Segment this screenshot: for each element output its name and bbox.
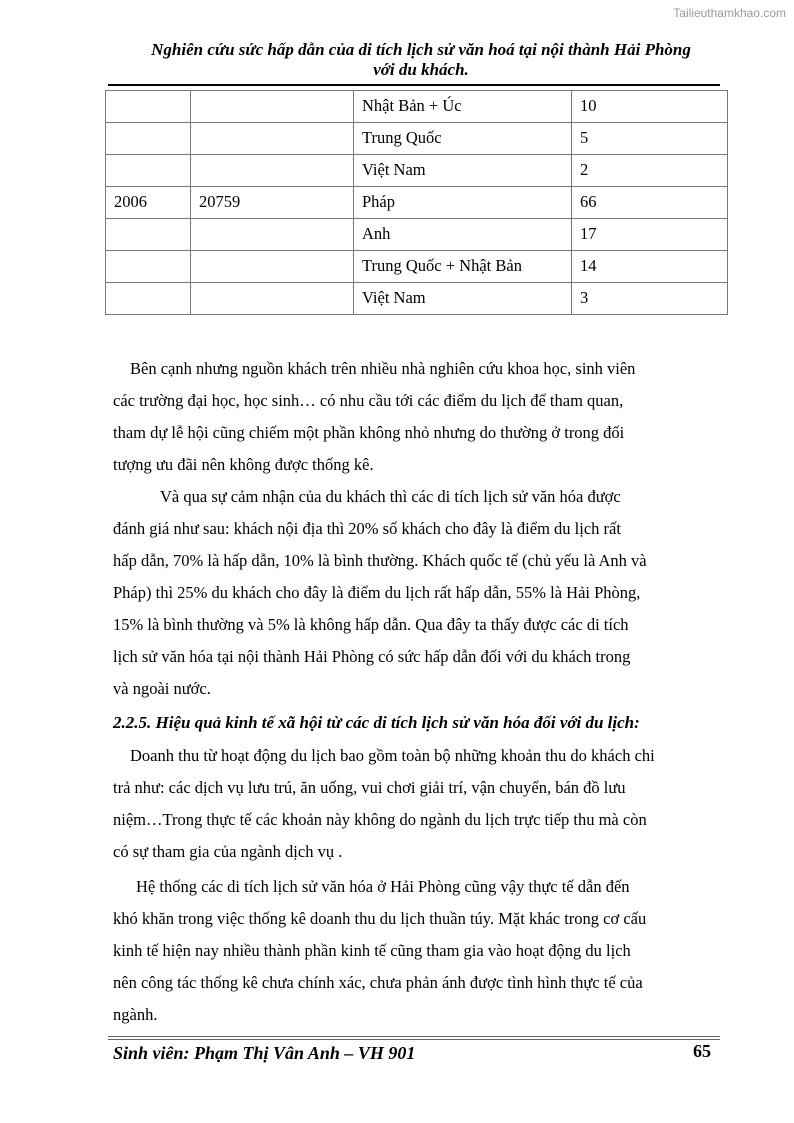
paragraph-line: kinh tế hiện nay nhiều thành phần kinh tế cũng tham gia vào hoạt động du lịch [113,941,631,960]
table-row [106,155,728,187]
table-cell [191,283,354,315]
paragraph-line: Hệ thống các di tích lịch sử văn hóa ở Hải Phòng cũng vậy thực tế dẫn đến [136,877,630,896]
table-cell: 20759 [191,187,354,219]
table-cell [191,219,354,251]
table-row [106,123,728,155]
paragraph-line: đánh giá như sau: khách nội địa thì 20% số khách cho đây là điểm du lịch rất [113,519,621,538]
visitor-table [105,90,728,315]
table-cell [106,283,191,315]
table-row [106,219,728,251]
table-cell: 2 [572,155,728,187]
footer-rule [108,1036,720,1040]
section-heading: 2.2.5. Hiệu quả kinh tế xã hội từ các di tích lịch sử văn hóa đối với du lịch: [113,713,640,732]
paragraph-line: tượng ưu đãi nên không được thống kê. [113,455,374,474]
header-rule [108,84,720,86]
paragraph-line: tham dự lễ hội cũng chiếm một phần không nhỏ nhưng do thường ở trong đối [113,423,625,442]
header-line-1: Nghiên cứu sức hấp dẫn của di tích lịch sử văn hoá tại nội thành Hải Phòng [151,40,691,59]
table-row [106,187,728,219]
paragraph-line: 15% là bình thường và 5% là không hấp dẫn. Qua đây ta thấy được các di tích [113,615,629,634]
header-line-2: với du khách. [373,60,469,79]
table-cell [106,123,191,155]
table-cell: 5 [572,123,728,155]
table-cell: Anh [354,219,572,251]
paragraph-line: Doanh thu từ hoạt động du lịch bao gồm toàn bộ những khoản thu do khách chi [130,746,655,765]
paragraph-line: có sự tham gia của ngành dịch vụ . [113,842,343,861]
table-row [106,251,728,283]
table-cell [106,91,191,123]
table-cell: 66 [572,187,728,219]
table-cell [191,91,354,123]
paragraph-line: Pháp) thì 25% du khách cho đây là điểm du lịch rất hấp dẫn, 55% là Hải Phòng, [113,583,641,602]
table-cell [106,219,191,251]
table-row [106,283,728,315]
table-cell: 17 [572,219,728,251]
table-cell: 3 [572,283,728,315]
table-cell: Việt Nam [354,283,572,315]
paragraph-line: nên công tác thống kê chưa chính xác, chưa phản ánh được tình hình thực tế của [113,973,643,992]
watermark: Tailieuthamkhao.com [673,6,786,20]
table-cell [191,251,354,283]
paragraph-line: ngành. [113,1005,158,1024]
paragraph-line: hấp dẫn, 70% là hấp dẫn, 10% là bình thường. Khách quốc tế (chủ yếu là Anh và [113,551,647,570]
paragraph-line: Và qua sự cảm nhận của du khách thì các di tích lịch sử văn hóa được [160,487,621,506]
paragraph-line: trả như: các dịch vụ lưu trú, ăn uống, vui chơi giải trí, vận chuyển, bán đồ lưu [113,778,626,797]
table-cell: Việt Nam [354,155,572,187]
table-cell: 10 [572,91,728,123]
table-cell [106,155,191,187]
table-cell: Nhật Bản + Úc [354,91,572,123]
page-number: 65 [693,1041,711,1061]
paragraph-line: các trường đại học, học sinh… có nhu cầu tới các điểm du lịch để tham quan, [113,391,624,410]
table-row [106,91,728,123]
table-cell: Pháp [354,187,572,219]
paragraph-line: và ngoài nước. [113,679,211,698]
footer-author: Sinh viên: Phạm Thị Vân Anh – VH 901 [113,1043,416,1063]
table-cell [191,123,354,155]
paragraph-line: lịch sử văn hóa tại nội thành Hải Phòng có sức hấp dẫn đối với du khách trong [113,647,631,666]
table-cell: Trung Quốc [354,123,572,155]
running-header [108,40,734,80]
table-cell [191,155,354,187]
paragraph-line: khó khăn trong việc thống kê doanh thu du lịch thuần túy. Mặt khác trong cơ cấu [113,909,647,928]
paragraph-line: Bên cạnh nhưng nguồn khách trên nhiều nhà nghiên cứu khoa học, sinh viên [130,359,636,378]
table-cell: 2006 [106,187,191,219]
table-cell: Trung Quốc + Nhật Bản [354,251,572,283]
paragraph-line: niệm…Trong thực tế các khoản này không do ngành du lịch trực tiếp thu mà còn [113,810,647,829]
table-cell [106,251,191,283]
table-cell: 14 [572,251,728,283]
